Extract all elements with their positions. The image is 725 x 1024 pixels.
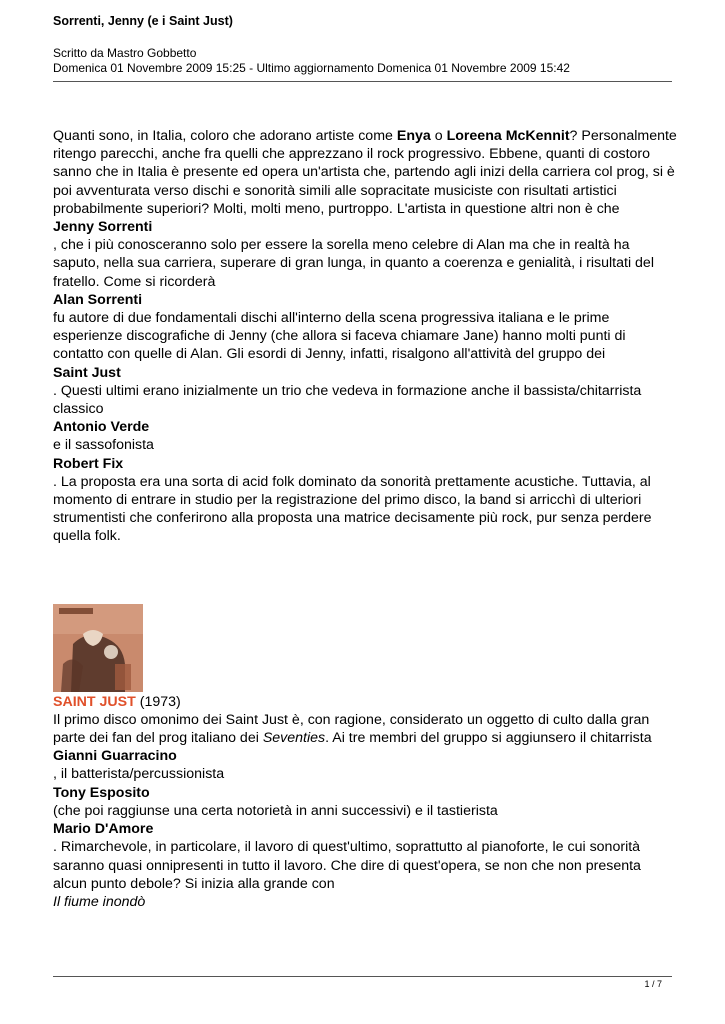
spacer [53,546,678,602]
page-title: Sorrenti, Jenny (e i Saint Just) [53,14,233,28]
article-body [53,127,678,911]
paragraph: , che i più conosceranno solo per essere la sorella meno celebre di Alan ma che in realtà ha saputo, nella sua carriera, superare di gran lunga, in quanto a coerenza e genialità, i risultati del fratello. Come si ricorderà [53,237,654,290]
album-year: (1973) [135,693,181,710]
artist-name: Antonio Verde [53,419,150,436]
emphasis: Seventies [262,730,326,747]
article-meta [53,46,673,76]
artist-name: Gianni Guarracino [53,748,177,765]
page-header [53,12,673,76]
song-title: Il fiume inondò [53,893,146,910]
author-line: Scritto da Mastro Gobbetto [53,46,197,60]
header-divider [53,81,672,82]
artist-name: Tony Esposito [53,784,150,801]
artist-name: Loreena McKennit [446,128,570,144]
album-cover-art [53,604,143,692]
paragraph: , il batterista/percussionista [53,766,225,783]
artist-name: Jenny Sorrenti [53,219,153,236]
text: . Ai tre membri del gruppo si aggiunsero il chitarrista [325,730,652,747]
album-cover-image[interactable] [53,604,143,692]
artist-name: Robert Fix [53,455,124,472]
paragraph: fu autore di due fondamentali dischi all'interno della scena progressiva italiana e le prime esperienze discografiche di Jenny (che allora si faceva chiamare Jane) hanno molti punti di contatto con quelle di Alan. Gli esordi di Jenny, infatti, risalgono all'attività del gruppo dei [53,310,626,363]
text: o [430,128,447,144]
page-number: 1 / 7 [644,979,662,989]
paragraph [53,711,678,747]
artist-name: Mario D'Amore [53,821,154,838]
paragraph [53,127,678,218]
text: Il primo disco omonimo dei Saint Just è, con ragione, considerato un oggetto di culto dalla gran parte dei fan del prog italiano dei [53,711,650,747]
paragraph: e il sassofonista [53,437,154,454]
date-line: Domenica 01 Novembre 2009 15:25 - Ultimo aggiornamento Domenica 01 Novembre 2009 15:42 [53,61,570,75]
paragraph: . La proposta era una sorta di acid folk dominato da sonorità prettamente acustiche. Tuttavia, al momento di entrare in studio per la registrazione del primo disco, la band si arricchì di ulteriori strumentisti che conferirono alla proposta una matrice decisamente più rock, pur senza perdere quella folk. [53,473,652,545]
album-heading [53,693,678,711]
text: Quanti sono, in Italia, coloro che adorano artiste come [53,128,397,144]
album-title: SAINT JUST [53,693,136,710]
band-name: Saint Just [53,364,121,381]
text: ? Personalmente ritengo parecchi, anche fra quelli che apprezzano il rock progressivo. Ebbene, quanti di costoro sanno che in Italia è presente ed opera un'artista che, partendo agli inizi della carriera col prog, si è poi avventurata verso dischi e sonorità simili alle sopracitate musiciste con risultati artistici probabilmente superiori? Molti, molti meno, purtroppo. L'artista in questione altri non è che [53,128,677,217]
artist-name: Alan Sorrenti [53,291,143,308]
paragraph: (che poi raggiunse una certa notorietà in anni successivi) e il tastierista [53,802,498,819]
footer-divider [53,976,672,977]
paragraph: . Rimarchevole, in particolare, il lavoro di quest'ultimo, soprattutto al pianoforte, le cui sonorità saranno quasi onnipresenti in tutto il lavoro. Che dire di quest'opera, se non che non presenta alcun punto debole? Si inizia alla grande con [53,839,641,892]
artist-name: Enya [396,128,431,144]
paragraph: . Questi ultimi erano inizialmente un trio che vedeva in formazione anche il bassista/chitarrista classico [53,382,642,418]
